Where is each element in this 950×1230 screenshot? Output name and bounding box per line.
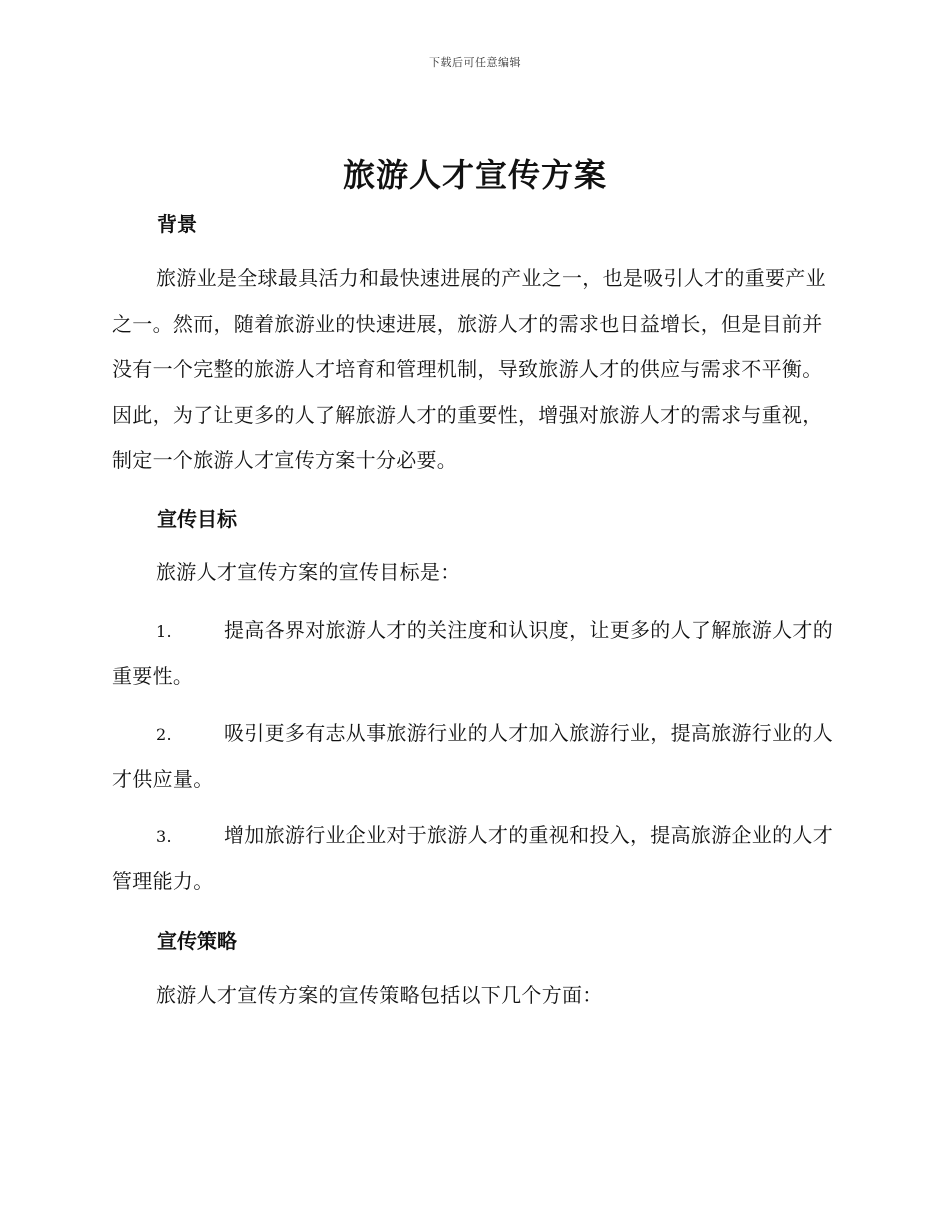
list-number: 1.: [156, 622, 172, 641]
page-header-note: 下载后可任意编辑: [429, 56, 521, 69]
list-item-text: 增加旅游行业企业对于旅游人才的重视和投入，提高旅游企业的人才管理能力。: [112, 823, 833, 893]
list-item-text: 提高各界对旅游人才的关注度和认识度，让更多的人了解旅游人才的重要性。: [112, 618, 833, 688]
background-paragraph: 旅游业是全球最具活力和最快速进展的产业之一，也是吸引人才的重要产业之一。然而，随着旅游业的快速进展，旅游人才的需求也日益增长，但是目前并没有一个完整的旅游人才培育和管理机制，导致旅游人才的供应与需求不平衡。因此，为了让更多的人了解旅游人才的重要性，增强对旅游人才的需求与重视，制定一个旅游人才宣传方案十分必要。: [112, 266, 826, 472]
goal-list-item: [112, 711, 834, 802]
goal-list-item: [112, 813, 834, 904]
goal-list-item: [112, 608, 834, 699]
document-title: 旅游人才宣传方案: [342, 156, 607, 194]
list-item-text: 吸引更多有志从事旅游行业的人才加入旅游行业，提高旅游行业的人才供应量。: [112, 721, 833, 791]
strategy-intro: 旅游人才宣传方案的宣传策略包括以下几个方面：: [156, 983, 603, 1007]
section-heading-background: 背景: [157, 212, 197, 236]
list-number: 2.: [156, 725, 172, 744]
list-number: 3.: [156, 827, 172, 846]
section-heading-strategy: 宣传策略: [157, 929, 237, 953]
section-heading-goals: 宣传目标: [157, 507, 237, 531]
goals-intro: 旅游人才宣传方案的宣传目标是：: [156, 560, 461, 584]
